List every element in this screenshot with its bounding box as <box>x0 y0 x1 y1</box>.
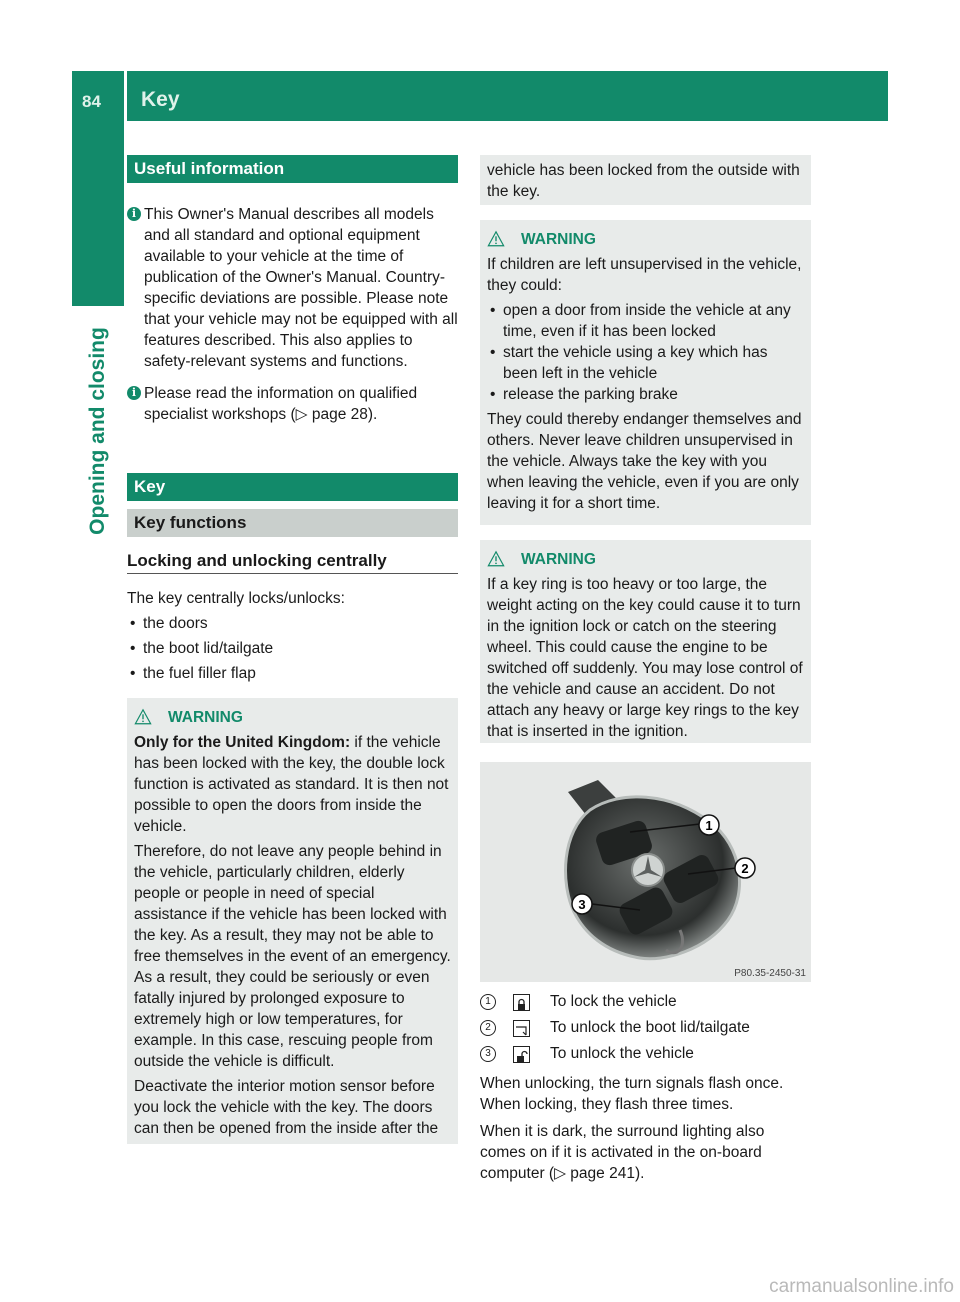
callout-3-number: 3 <box>578 897 586 912</box>
warning-header <box>487 228 804 250</box>
legend-text: To unlock the vehicle <box>550 1045 694 1062</box>
locking-heading: Locking and unlocking centrally <box>127 550 458 574</box>
list-item: • start the vehicle using a key which has been left in the vehicle <box>487 342 804 384</box>
warning-box-2 <box>480 220 811 525</box>
warning-box-1 <box>127 698 458 1144</box>
info-icon: i <box>127 386 141 400</box>
list-item: • release the parking brake <box>487 384 804 405</box>
signals-paragraph: When unlocking, the turn signals flash once. When locking, they flash three times. <box>480 1075 784 1113</box>
legend <box>480 989 811 1067</box>
watermark: carmanualsonline.info <box>769 1276 954 1297</box>
useful-info-heading: Useful information <box>127 155 458 183</box>
figure-code: P80.35-2450-31 <box>734 968 806 979</box>
side-color-block <box>72 121 124 306</box>
warning-triangle-icon <box>487 550 505 568</box>
legend-row <box>480 1041 811 1067</box>
section-side-tab <box>72 306 124 556</box>
info-note-2 <box>127 383 458 425</box>
info-icon: i <box>127 207 141 221</box>
key-heading: Key <box>127 473 458 501</box>
header-divider <box>124 71 127 121</box>
warning-2-intro: If children are left unsupervised in the vehicle, they could: <box>487 256 802 294</box>
callout-2-number: 2 <box>741 861 749 876</box>
warning-2-closing: They could thereby endanger themselves and others. Never leave children unsupervised in the vehicle. Always take the key with you when leaving the vehicle, even if you are only leaving it for a short time. <box>487 411 802 512</box>
page-title: Key <box>141 88 180 111</box>
callout-1-number: 1 <box>705 818 713 833</box>
warning-triangle-icon <box>487 230 505 248</box>
legend-row <box>480 989 811 1015</box>
lock-icon <box>513 994 530 1011</box>
legend-row <box>480 1015 811 1041</box>
legend-number: 2 <box>480 1020 496 1036</box>
info-note-1-text: This Owner's Manual describes all models and all standard and optional equipment available to your vehicle at the time of publication of the Owner's Manual. Country-specific deviations are possible. Please note that your vehicle may not be equipped with all features described. This also applies to safety-relevant systems and functions. <box>144 206 458 370</box>
side-tab-label: Opening and closing <box>86 327 109 535</box>
warning-header <box>134 706 451 728</box>
warning-triangle-icon <box>134 708 152 726</box>
header-bar <box>72 71 888 121</box>
warning-header <box>487 548 804 570</box>
warning-1-para2: Therefore, do not leave any people behind in the vehicle, particularly children, elderly people or people in need of special assistance if the vehicle has been locked with the key. As a result, they may not be able to free themselves in the event of an emergency. As a result, they could be seriously or even fatally injured by prolonged exposure to extremely high or low temperatures, for example. In this case, rescuing people from outside the vehicle is difficult. <box>134 843 451 1070</box>
warning-1-lead: Only for the United Kingdom: if the vehicle has been locked with the key, the double lock function is activated as standard. It is then not possible to open the doors from inside the vehicle. <box>134 734 449 835</box>
list-item: • the boot lid/tailgate <box>127 638 458 659</box>
info-note-2-text: Please read the information on qualified specialist workshops (▷ page 28). <box>144 385 418 423</box>
list-item: • the fuel filler flap <box>127 663 458 684</box>
warning-3-text: If a key ring is too heavy or too large, the weight acting on the key could cause it to turn in the ignition lock or catch on the steering wheel. This could cause the engine to be switched off suddenly. You may lose control of the vehicle and cause an accident. Do not attach any heavy or large key rings to the key that is inserted in the ignition. <box>487 576 803 740</box>
warning-1-continued-text: vehicle has been locked from the outside with the key. <box>487 162 800 200</box>
list-item: • open a door from inside the vehicle at any time, even if it has been locked <box>487 300 804 342</box>
boot-icon <box>513 1020 530 1037</box>
unlock-icon <box>513 1046 530 1063</box>
key-figure <box>480 762 811 982</box>
lighting-paragraph: When it is dark, the surround lighting also comes on if it is activated in the on-board computer (▷ page 241). <box>480 1123 765 1182</box>
legend-text: To unlock the boot lid/tailgate <box>550 1019 750 1036</box>
left-column <box>127 155 458 1144</box>
warning-label: WARNING <box>521 550 596 568</box>
page-number: 84 <box>82 92 101 111</box>
warning-1-para3: Deactivate the interior motion sensor before you lock the vehicle with the key. The doors can then be opened from the inside after the <box>134 1078 439 1137</box>
legend-text: To lock the vehicle <box>550 993 677 1010</box>
right-column <box>480 155 811 1184</box>
warning-box-3 <box>480 540 811 743</box>
key-functions-heading: Key functions <box>127 509 458 537</box>
list-item: • the doors <box>127 613 458 634</box>
warning-label: WARNING <box>168 708 243 726</box>
warning-label: WARNING <box>521 230 596 248</box>
warning-box-1-continued <box>480 155 811 205</box>
info-note-1 <box>127 204 458 372</box>
key-illustration <box>480 762 811 982</box>
key-intro: The key centrally locks/unlocks: <box>127 590 345 607</box>
legend-number: 1 <box>480 994 496 1010</box>
legend-number: 3 <box>480 1046 496 1062</box>
